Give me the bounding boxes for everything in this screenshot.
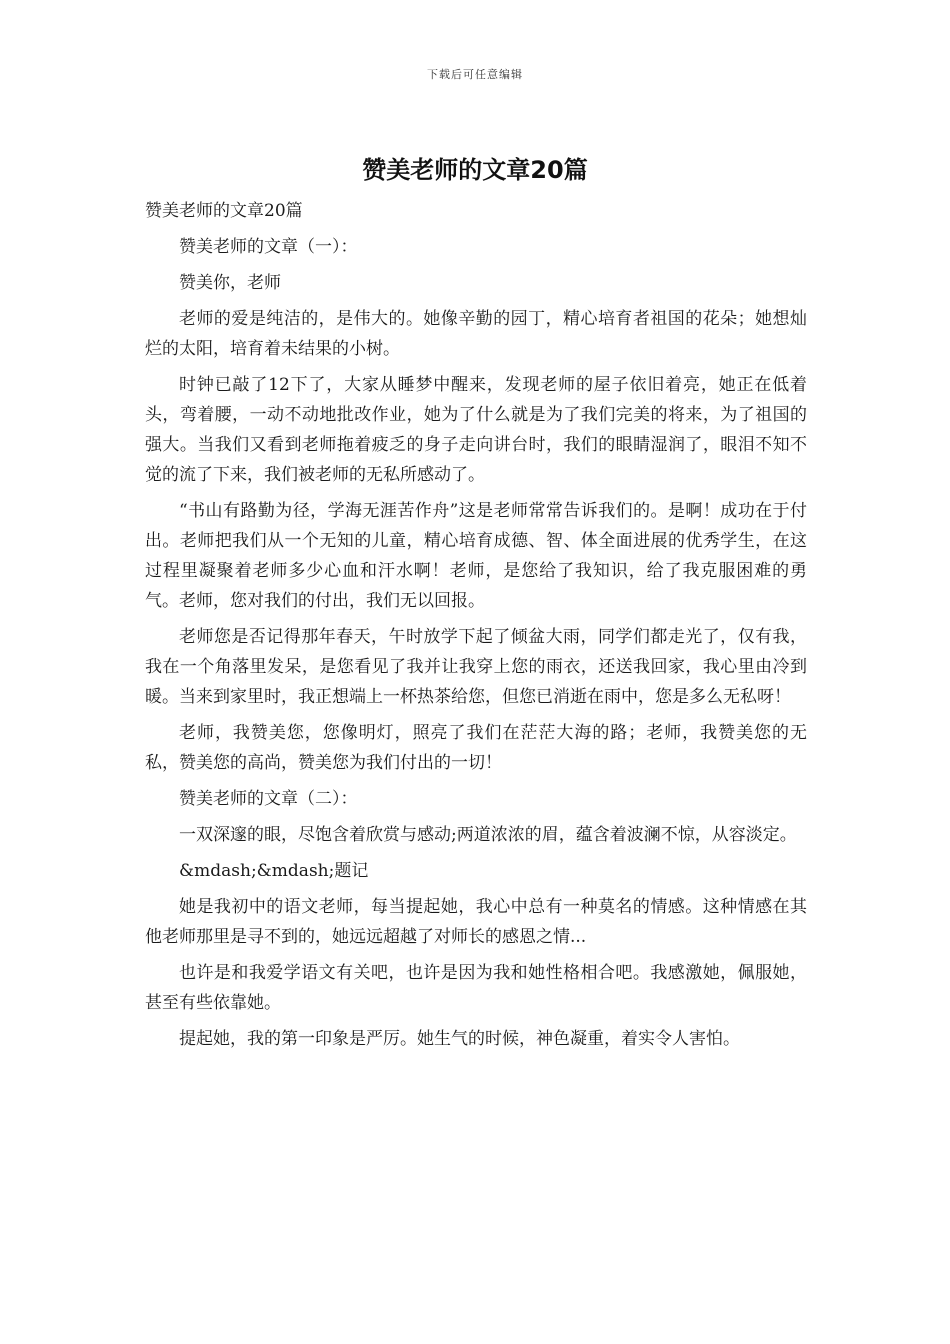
header-note: 下载后可任意编辑 [427, 68, 523, 81]
paragraph: 她是我初中的语文老师，每当提起她，我心中总有一种莫名的情感。这种情感在其他老师那里是寻不到的，她远远超越了对师长的感恩之情... [145, 897, 807, 947]
paragraph: 赞美老师的文章（二）： [179, 789, 358, 809]
paragraph: 赞美老师的文章20篇 [145, 201, 303, 221]
paragraph: “书山有路勤为径，学海无涯苦作舟”这是老师常常告诉我们的。是啊！成功在于付出。老师把我们从一个无知的儿童，精心培育成德、智、体全面进展的优秀学生，在这过程里凝聚着老师多少心血和汗水啊！老师，是您给了我知识，给了我克服困难的勇气。老师，您对我们的付出，我们无以回报。 [145, 501, 807, 611]
paragraph: 提起她，我的第一印象是严厉。她生气的时候，神色凝重，着实令人害怕。 [179, 1029, 740, 1049]
paragraph: 一双深邃的眼，尽饱含着欣赏与感动;两道浓浓的眉，蕴含着波澜不惊，从容淡定。 [179, 825, 797, 845]
paragraph: &mdash;&mdash;题记 [179, 861, 369, 881]
paragraph: 赞美老师的文章（一）： [179, 237, 358, 257]
paragraph: 老师您是否记得那年春天，午时放学下起了倾盆大雨，同学们都走光了，仅有我，我在一个角落里发呆，是您看见了我并让我穿上您的雨衣，还送我回家，我心里由冷到暖。当来到家里时，我正想端上一杯热茶给您，但您已消逝在雨中，您是多么无私呀！ [145, 627, 807, 707]
document-body [145, 196, 807, 1060]
paragraph: 时钟已敲了12下了，大家从睡梦中醒来，发现老师的屋子依旧着亮，她正在低着头，弯着腰，一动不动地批改作业，她为了什么就是为了我们完美的将来，为了祖国的强大。当我们又看到老师拖着疲乏的身子走向讲台时，我们的眼睛湿润了，眼泪不知不觉的流了下来，我们被老师的无私所感动了。 [145, 375, 807, 485]
paragraph: 老师的爱是纯洁的，是伟大的。她像辛勤的园丁，精心培育者祖国的花朵；她想灿烂的太阳，培育着未结果的小树。 [145, 309, 807, 359]
paragraph: 老师，我赞美您，您像明灯，照亮了我们在茫茫大海的路；老师，我赞美您的无私，赞美您的高尚，赞美您为我们付出的一切！ [145, 723, 807, 773]
paragraph: 赞美你，老师 [179, 273, 281, 293]
paragraph: 也许是和我爱学语文有关吧，也许是因为我和她性格相合吧。我感激她，佩服她，甚至有些依靠她。 [145, 963, 807, 1013]
document-title: 赞美老师的文章20篇 [362, 156, 588, 184]
